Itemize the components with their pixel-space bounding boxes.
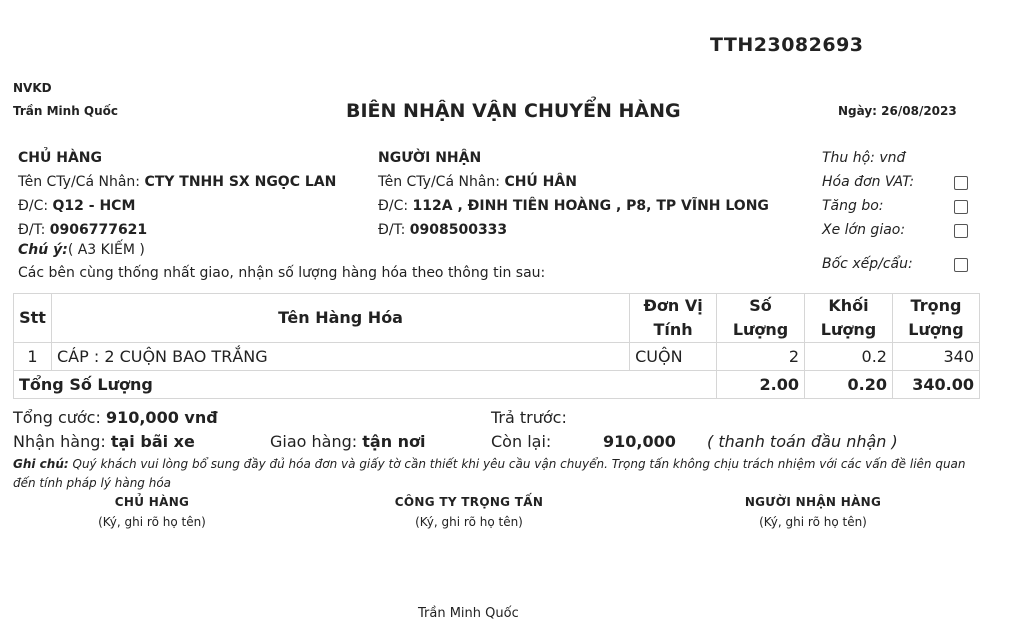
delivery-value: tận nơi [362,432,426,451]
receiver-name-row [378,170,769,194]
big-truck-label: Xe lớn giao: [822,222,906,238]
receiver-phone-row [378,218,769,242]
vat-label: Hóa đơn VAT: [822,174,915,190]
col-volume: Khối Lượng [805,294,893,343]
receiver-address-label: Đ/C: [378,198,413,214]
pickup-value: tại bãi xe [110,432,195,451]
owner-signature-hint: (Ký, ghi rõ họ tên) [98,515,206,529]
vat-option [822,170,982,194]
total-weight: 340.00 [892,371,979,399]
company-signature-title: CÔNG TY TRỌNG TẤN [394,495,544,509]
row-unit: CUỘN [630,343,717,371]
row-name: CÁP : 2 CUỘN BAO TRẮNG [51,343,629,371]
fee-line [13,408,218,427]
staff-name: Trần Minh Quốc [13,104,119,118]
footer-staff-name: Trần Minh Quốc [418,606,519,621]
row-weight: 340 [892,343,979,371]
receipt-date: Ngày: 26/08/2023 [838,104,957,118]
shipper-header: CHỦ HÀNG [18,150,102,166]
payment-note: ( thanh toán đầu nhận ) [707,432,898,451]
col-stt: Stt [14,294,52,343]
goods-table [13,293,980,399]
owner-signature [52,492,252,532]
owner-signature-title: CHỦ HÀNG [114,495,190,509]
big-truck-option [822,218,982,242]
receipt-title: BIÊN NHẬN VẬN CHUYỂN HÀNG [346,100,681,122]
fee-label: Tổng cước: [13,408,106,427]
row-qty: 2 [717,343,805,371]
shipper-phone: 0906777621 [49,222,148,238]
pickup-label: Nhận hàng: [13,432,111,451]
delivery-line [270,432,426,451]
company-signature [369,492,569,532]
loading-checkbox[interactable] [954,258,968,272]
shipper-name-label: Tên CTy/Cá Nhân: [18,174,145,190]
col-weight: Trọng Lượng [892,294,979,343]
big-truck-checkbox[interactable] [954,224,968,238]
receiver-address-row [378,194,769,218]
receiver-header: NGƯỜI NHẬN [378,150,482,166]
company-signature-hint: (Ký, ghi rõ họ tên) [415,515,523,529]
shipper-block [18,146,336,242]
shipper-phone-row [18,218,336,242]
footnote-label: Ghi chú: [13,457,69,471]
prepaid-label: Trả trước: [491,408,567,427]
tang-bo-label: Tăng bo: [822,198,884,214]
pickup-line [13,432,195,451]
shipper-name: CTY TNHH SX NGỌC LAN [144,174,337,190]
note-line [18,242,145,258]
col-unit: Đơn Vị Tính [630,294,717,343]
loading-option [822,252,982,276]
receiver-signature-hint: (Ký, ghi rõ họ tên) [759,515,867,529]
receiver-name-label: Tên CTy/Cá Nhân: [378,174,505,190]
vat-checkbox[interactable] [954,176,968,190]
total-row [14,371,980,399]
receiver-phone: 0908500333 [409,222,508,238]
cod-option [822,146,982,170]
receiver-name: CHÚ HÂN [504,174,577,190]
receiver-signature [713,492,913,532]
note-text: ( A3 KIẾM ) [67,242,145,258]
shipper-address: Q12 - HCM [52,198,136,214]
total-qty: 2.00 [717,371,805,399]
remaining-value: 910,000 [603,432,676,451]
col-qty: Số Lượng [717,294,805,343]
shipper-address-label: Đ/C: [18,198,53,214]
note-label: Chú ý: [18,242,68,258]
footnote-text: Quý khách vui lòng bổ sung đầy đủ hóa đơn và giấy tờ cần thiết khi yêu cầu vận chuyển. Trọng tấn không chịu trách nhiệm với các vấn đề liên quan đến tính pháp lý hàng hóa [13,457,966,490]
receiver-address: 112A , ĐINH TIÊN HOÀNG , P8, TP VĨNH LONG [412,198,769,214]
shipper-address-row [18,194,336,218]
delivery-label: Giao hàng: [270,432,363,451]
receiver-block [378,146,769,242]
fee-value: 910,000 vnđ [105,408,218,427]
cod-label: Thu hộ: vnđ [822,150,906,166]
receiver-signature-title: NGƯỜI NHẬN HÀNG [744,495,882,509]
tang-bo-option [822,194,982,218]
receipt-code: TTH23082693 [710,34,864,56]
shipper-phone-label: Đ/T: [18,222,50,238]
row-stt: 1 [14,343,52,371]
agreement-text: Các bên cùng thống nhất giao, nhận số lượng hàng hóa theo thông tin sau: [18,265,546,281]
table-row [14,343,980,371]
loading-label: Bốc xếp/cẩu: [822,256,913,272]
service-options [822,146,982,276]
remaining-label: Còn lại: [491,432,552,451]
col-name: Tên Hàng Hóa [51,294,629,343]
table-header-row [14,294,980,343]
receiver-phone-label: Đ/T: [378,222,410,238]
footnote [13,455,973,493]
tang-bo-checkbox[interactable] [954,200,968,214]
row-volume: 0.2 [805,343,893,371]
shipper-name-row [18,170,336,194]
staff-label: NVKD [13,81,52,95]
total-volume: 0.20 [805,371,893,399]
total-label: Tổng Số Lượng [14,371,717,399]
